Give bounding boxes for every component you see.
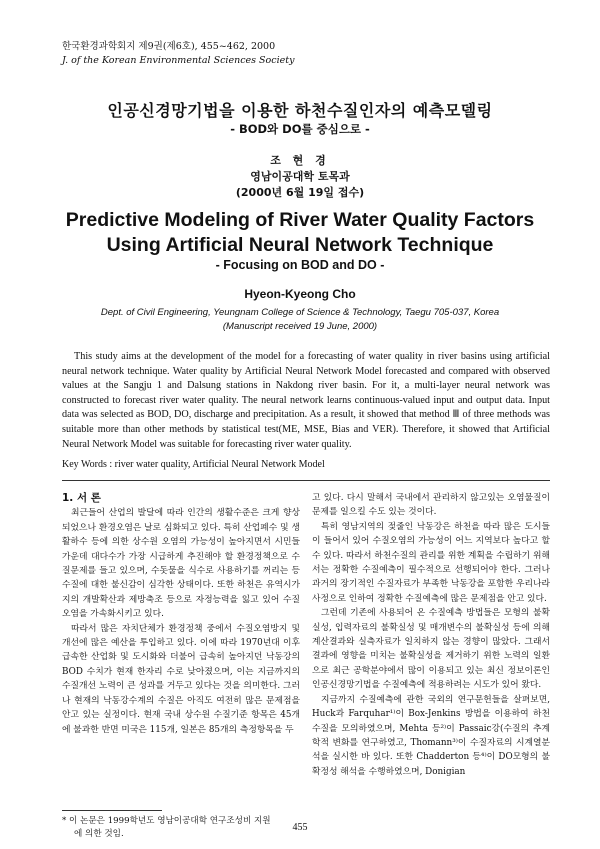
subtitle-korean: - BOD와 DO를 중심으로 -	[230, 122, 370, 136]
keywords: Key Words : river water quality, Artificial Neural Network Model	[62, 459, 325, 470]
abstract	[62, 350, 550, 452]
footnote-divider	[62, 810, 162, 811]
author-english: Hyeon-Kyeong Cho	[244, 287, 356, 301]
paragraph: 특히 영남지역의 젖줄인 낙동강은 하천을 따라 많은 도시들이 들어서 있어 수질오염의 가능성이 어느 지역보다 높다고 할 수 있다. 따라서 하천수질의 관리를 위한 계획을 수립하기 위해서는 정확한 수질예측이 필수적으로 선행되어야 한다. 그러나 과거의 장기적인 수질자료가 부족한 낙동강을 포함한 우리나라 사정으로 인하여 정확한 수질예측에 많은 문제점을 안고 있다.	[312, 521, 550, 604]
body-column-left	[62, 491, 300, 737]
abstract-text: This study aims at the development of the model for a forecasting of water quality in river basins using artificial neural network technique. Water quality by Artificial Neural Network Model forecasted and compared with observed values at the Sangju 1 and Dalsung stations in Nakdong river basin. For it, a multi-layer neural network was constructed to forecast river water quality. The neural network learns continuous-valued input and output data. Input data was selected as BOD, DO, discharge and precipitation. As a result, it showed that method Ⅲ of three methods was suitable more than other methods by statistical test(ME, MSE, Bias and VER). Therefore, it showed that Artificial Neural Network Model was suitable for forecasting river water quality.	[62, 351, 550, 450]
affiliation-english-block	[0, 306, 600, 334]
paragraph: 따라서 많은 자치단체가 환경정책 중에서 수질오염방지 및 개선에 많은 예산을 투입하고 있다. 이에 따라 1970년대 이후 급속한 산업화 및 도시화와 더불어 급속히 높아지던 낙동강의 BOD 수치가 현재 한자리 수로 낮아졌으며, 이는 지금까지의 수질개선 노력이 큰 성과를 거두고 있다는 것을 의미한다. 그러나 현재의 낙동강수계의 수질은 아직도 여전히 많은 문제점을 안고 있는 실정이다. 현재 국내 상수원 수질기준 항목은 45개에 불과한 반면 미국은 115개, 일본은 85개의 측정항목을 두	[62, 623, 300, 735]
journal-citation-en: J. of the Korean Environmental Sciences Society	[62, 55, 295, 66]
paragraph: 지금까지 수질예측에 관한 국외의 연구문헌들을 살펴보면, Huck과 Farquhar¹⁾이 Box-Jenkins 방법을 이용하여 하천수질을 모의하였으며, Mehta 등²⁾이 Passaic강(수질의 추계학적 변화를 연구하였고, Thomann³⁾이 수질자료의 시계열분석을 실시한 바 있다. 또한 Chadderton 등⁴⁾이 DO모형의 불확정성 해석을 수행하였으며, Donigian	[312, 694, 550, 777]
received-date-korean: (2000년 6월 19일 접수)	[235, 186, 365, 199]
title-korean: 인공신경망기법을 이용한 하천수질인자의 예측모델링	[107, 101, 493, 120]
body-column-right	[312, 491, 550, 779]
footnote-line: 에 의한 것임.	[74, 829, 124, 839]
paragraph: 그런데 기존에 사용되어 온 수질예측 방법들은 모형의 불확실성, 입력자료의 불확실성 및 매개변수의 불확실성 등에 의해 계산결과와 실측자료가 일치하지 않는 경향이 많았다. 그래서 결과에 영향을 미치는 불확실성을 제거하기 위한 노력의 일환으로 최근 공학분야에서 많이 이용되고 있는 최신 정보이론인 인공신경망기법을 수질예측에 적용하려는 시도가 있어 왔다.	[312, 608, 550, 691]
section-heading-introduction: 1. 서 론	[62, 492, 101, 504]
received-date-english: (Manuscript received 19 June, 2000)	[222, 321, 378, 332]
page-number: 455	[292, 822, 308, 833]
paragraph: 최근들어 산업의 발달에 따라 인간의 생활수준은 크게 향상되었으나 환경오염은 날로 심화되고 있다. 특히 산업폐수 및 생활하수 등에 의한 상수원 오염의 가능성이 높아지면서 시민들 가운데 대다수가 가장 시급하게 추진해야 할 환경정책으로 수질문제를 들고 있으며, 수돗물을 식수로 사용하기를 꺼리는 등 수질에 대한 불신감이 심각한 상태이다. 또한 하천은 유역시가지의 개발확산과 제방축조 등으로 자정능력을 잃고 있어 수질오염을 가속화시키고 있다.	[62, 508, 300, 620]
title-english-line2: Using Artificial Neural Network Technique	[106, 234, 494, 256]
author-korean: 조 현 경	[270, 154, 330, 167]
title-english-line1: Predictive Modeling of River Water Quality Factors	[65, 209, 535, 231]
title-english	[0, 208, 600, 258]
affiliation-english: Dept. of Civil Engineering, Yeungnam College of Science & Technology, Taegu 705-037, Korea	[100, 307, 500, 318]
paragraph: 고 있다. 다시 말해서 국내에서 관리하지 않고있는 오염물질이 문제를 일으킬 수도 있는 것이다.	[312, 493, 550, 518]
affiliation-korean: 영남이공대학 토목과	[250, 170, 350, 183]
footnote-line: * 이 논문은 1999학년도 영남이공대학 연구조성비 지원	[62, 816, 271, 826]
subtitle-english: - Focusing on BOD and DO -	[215, 258, 385, 272]
journal-header	[62, 40, 294, 68]
journal-citation-ko: 한국환경과학회지 제9권(제6호), 455~462, 2000	[62, 41, 276, 52]
divider	[62, 480, 550, 481]
